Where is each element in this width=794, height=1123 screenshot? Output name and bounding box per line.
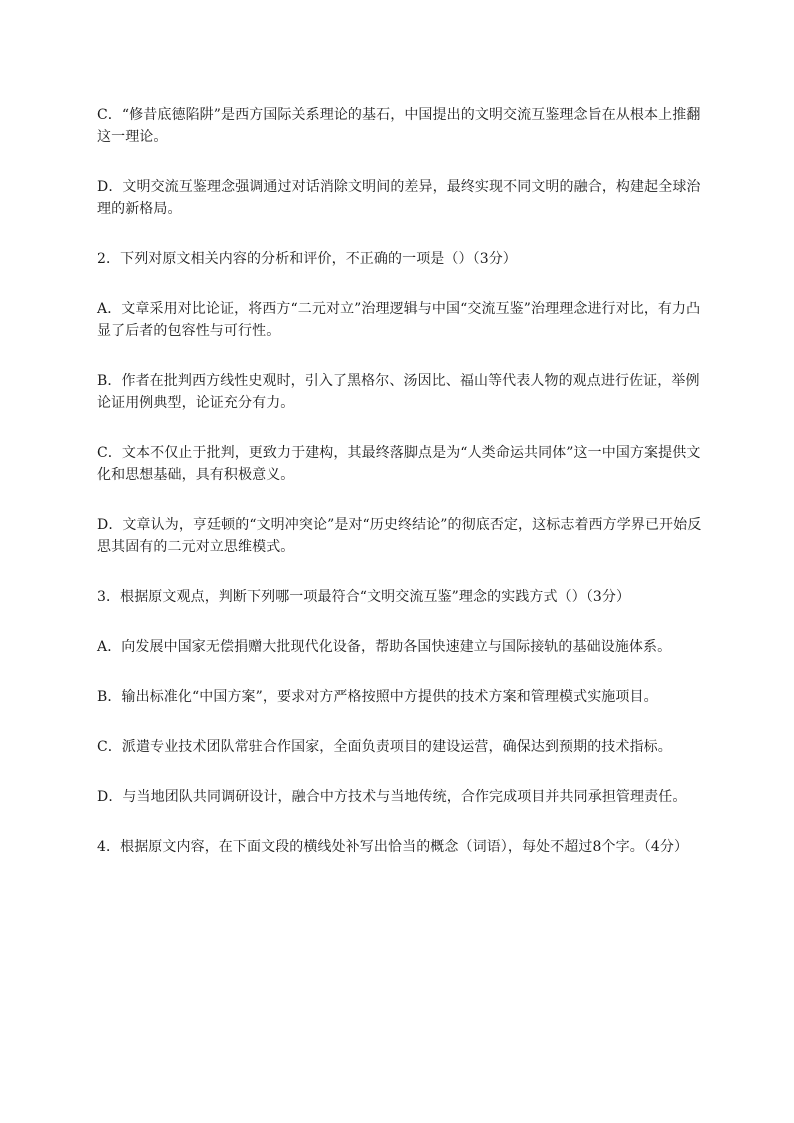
- text-line: D．与当地团队共同调研设计，融合中方技术与当地传统，合作完成项目并共同承担管理责任。: [97, 789, 687, 805]
- text-line: C．派遣专业技术团队常驻合作国家，全面负责项目的建设运营，确保达到预期的技术指标。: [97, 739, 672, 755]
- text-line: D．文明交流互鉴理念强调通过对话消除文明间的差异，最终实现不同文明的融合，构建起全球治: [97, 179, 701, 195]
- option-3-a: [97, 636, 697, 658]
- text-line: A．向发展中国家无偿捐赠大批现代化设备，帮助各国快速建立与国际接轨的基础设施体系。: [97, 639, 672, 655]
- option-2-d: [97, 514, 702, 558]
- text-line: A．文章采用对比论证，将西方“二元对立”治理逻辑与中国“交流互鉴”治理理念进行对比，有力凸: [97, 301, 701, 317]
- text-line: 理的新格局。: [97, 201, 182, 217]
- option-2-b: [97, 370, 700, 414]
- text-line: C．“修昔底德陷阱”是西方国际关系理论的基石，中国提出的文明交流互鉴理念旨在从根本上推翻: [97, 107, 701, 123]
- question-4-stem: [97, 836, 697, 858]
- text-line: C．文本不仅止于批判，更致力于建构，其最终落脚点是为“人类命运共同体”这一中国方案提供文: [97, 445, 701, 461]
- option-1-c: [97, 104, 701, 148]
- option-3-d: [97, 786, 697, 808]
- option-3-c: [97, 736, 697, 758]
- question-3-stem: [97, 586, 697, 608]
- text-line: 显了后者的包容性与可行性。: [97, 323, 281, 339]
- option-3-b: [97, 686, 697, 708]
- text-line: 这一理论。: [97, 129, 168, 145]
- text-line: B．作者在批判西方线性史观时，引入了黑格尔、汤因比、福山等代表人物的观点进行佐证，举例: [97, 373, 700, 389]
- text-line: 化和思想基础，具有积极意义。: [97, 467, 295, 483]
- text-line: D．文章认为，亨廷顿的“文明冲突论”是对“历史终结论”的彻底否定，这标志着西方学界已开始反: [97, 517, 702, 533]
- question-2-stem: [97, 248, 697, 270]
- text-line: 2．下列对原文相关内容的分析和评价，不正确的一项是（）（3分）: [97, 251, 517, 267]
- question-content: [97, 104, 702, 858]
- option-1-d: [97, 176, 701, 220]
- option-2-a: [97, 298, 701, 342]
- text-line: 3．根据原文观点，判断下列哪一项最符合“文明交流互鉴”理念的实践方式（）（3分）: [97, 589, 631, 605]
- text-line: 思其固有的二元对立思维模式。: [97, 539, 295, 555]
- text-line: 4．根据原文内容，在下面文段的横线处补写出恰当的概念（词语），每处不超过8个字。（4分）: [97, 839, 689, 855]
- text-line: 论证用例典型，论证充分有力。: [97, 395, 295, 411]
- text-line: B．输出标准化“中国方案”，要求对方严格按照中方提供的技术方案和管理模式实施项目。: [97, 689, 658, 705]
- option-2-c: [97, 442, 701, 486]
